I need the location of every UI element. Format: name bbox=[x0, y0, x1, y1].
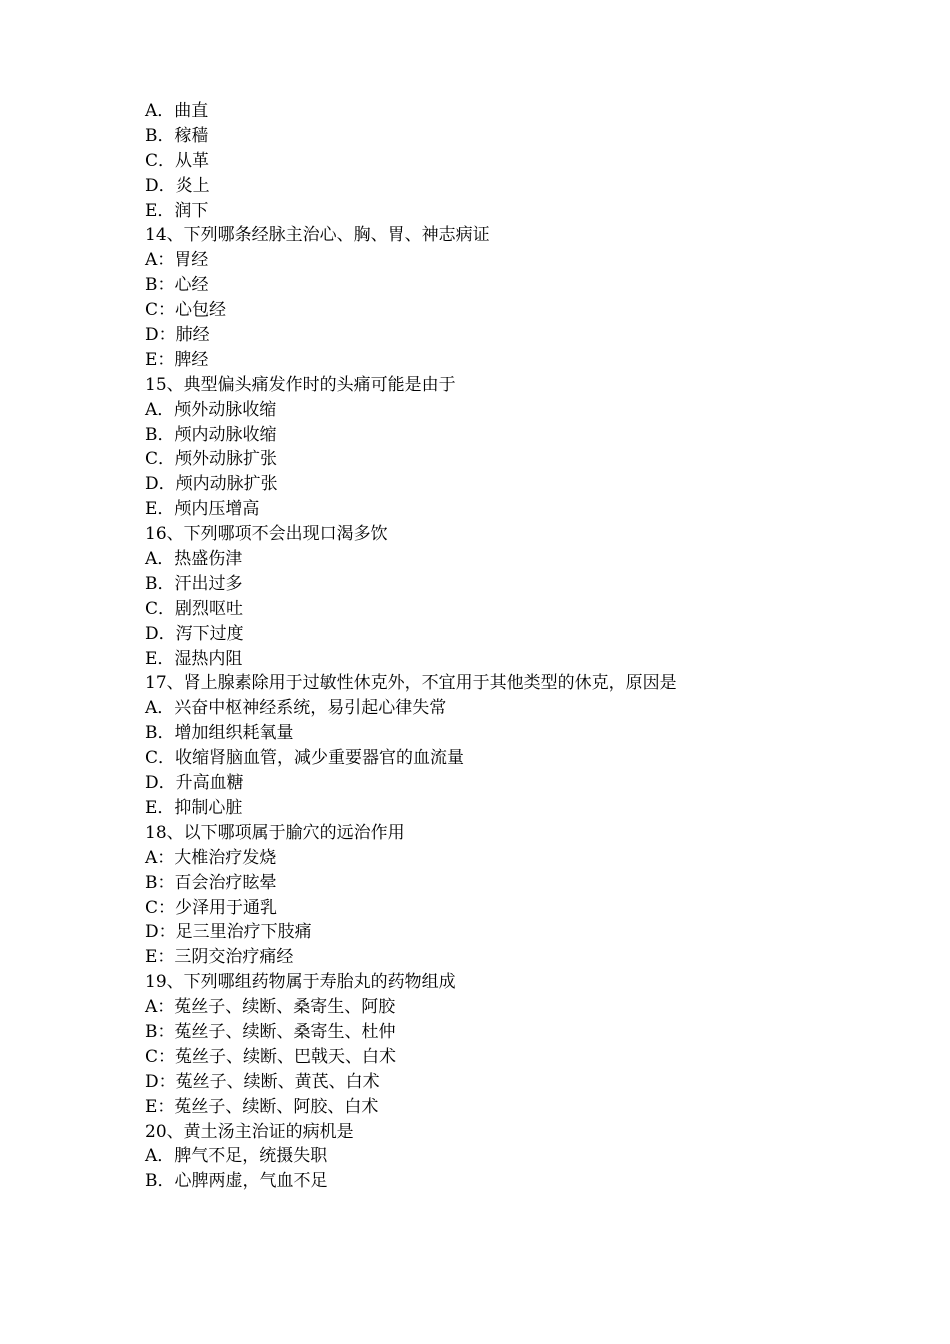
option-text: E．湿热内阻 bbox=[145, 648, 243, 669]
option-text: A：菟丝子、续断、桑寄生、阿胶 bbox=[145, 997, 396, 1018]
option-text: A．曲直 bbox=[145, 101, 209, 121]
question-text: 16、下列哪项不会出现口渴多饮 bbox=[145, 524, 388, 545]
option-text: E：三阴交治疗痛经 bbox=[145, 947, 294, 968]
option-text: D：肺经 bbox=[145, 325, 210, 346]
option-text: A．脾气不足，统摄失职 bbox=[145, 1146, 328, 1167]
option-text: A．热盛伤津 bbox=[145, 549, 243, 570]
option-text: E：脾经 bbox=[145, 349, 209, 370]
option-text: D．泻下过度 bbox=[145, 623, 244, 644]
option-text: C．收缩肾脑血管，减少重要器官的血流量 bbox=[145, 748, 465, 769]
option-text: D：菟丝子、续断、黄芪、白术 bbox=[145, 1071, 380, 1092]
option-text: B．颅内动脉收缩 bbox=[145, 424, 277, 445]
option-text: B：菟丝子、续断、桑寄生、杜仲 bbox=[145, 1021, 396, 1042]
option-text: E．颅内压增高 bbox=[145, 499, 260, 520]
option-text: A：大椎治疗发烧 bbox=[145, 847, 277, 868]
question-text: 17、肾上腺素除用于过敏性休克外，不宜用于其他类型的休克，原因是 bbox=[145, 673, 677, 694]
option-text: D：足三里治疗下肢痛 bbox=[145, 922, 312, 943]
question-text: 14、下列哪条经脉主治心、胸、胃、神志病证 bbox=[145, 225, 490, 246]
option-text: A．兴奋中枢神经系统，易引起心律失常 bbox=[145, 698, 447, 719]
option-text: B．增加组织耗氧量 bbox=[145, 723, 294, 744]
option-text: B：心经 bbox=[145, 275, 209, 296]
question-text: 15、典型偏头痛发作时的头痛可能是由于 bbox=[145, 374, 456, 395]
option-text: E：菟丝子、续断、阿胶、白术 bbox=[145, 1096, 379, 1117]
option-text: A．颅外动脉收缩 bbox=[145, 399, 277, 420]
document-page bbox=[145, 99, 885, 1194]
question-text: 19、下列哪组药物属于寿胎丸的药物组成 bbox=[145, 972, 456, 993]
option-text: B．心脾两虚，气血不足 bbox=[145, 1171, 328, 1192]
option-text: D．炎上 bbox=[145, 175, 210, 196]
option-text: C．颅外动脉扩张 bbox=[145, 449, 278, 470]
option-text: B．稼穑 bbox=[145, 125, 209, 146]
option-text: B：百会治疗眩晕 bbox=[145, 872, 277, 893]
option-text: D．颅内动脉扩张 bbox=[145, 474, 278, 495]
option-text: D．升高血糖 bbox=[145, 773, 244, 794]
question-text: 18、以下哪项属于腧穴的远治作用 bbox=[145, 822, 405, 843]
option-text: C：少泽用于通乳 bbox=[145, 897, 278, 918]
option-text: C．从革 bbox=[145, 150, 210, 171]
option-text: C．剧烈呕吐 bbox=[145, 598, 244, 619]
question-text: 20、黄土汤主治证的病机是 bbox=[145, 1121, 354, 1142]
option-text: B．汗出过多 bbox=[145, 573, 243, 594]
option-text: C：菟丝子、续断、巴戟天、白术 bbox=[145, 1046, 397, 1067]
option-text: A：胃经 bbox=[145, 250, 209, 271]
option-text: E．润下 bbox=[145, 200, 209, 221]
option-text: C：心包经 bbox=[145, 300, 227, 321]
option-text: E．抑制心脏 bbox=[145, 797, 243, 818]
